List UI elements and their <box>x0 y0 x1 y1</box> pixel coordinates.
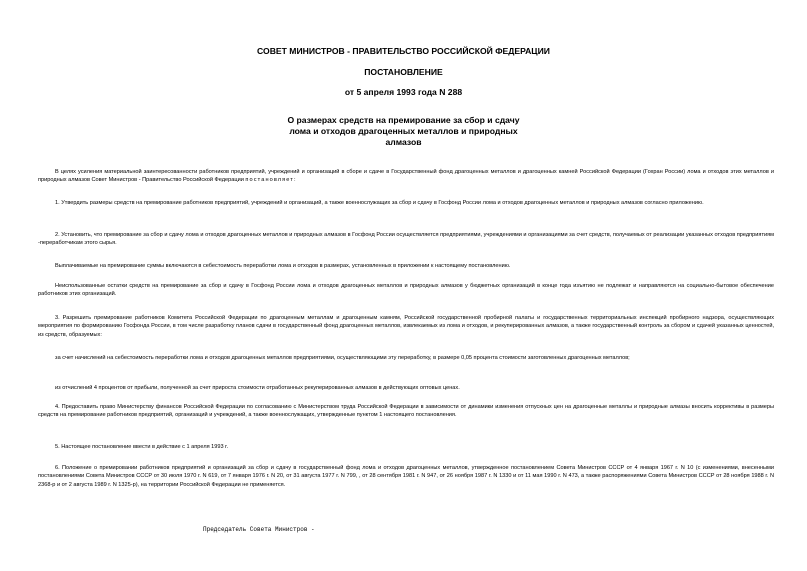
document-date-number: от 5 апреля 1993 года N 288 <box>344 87 463 97</box>
intro-paragraph <box>38 168 774 185</box>
document-title-line-1: О размерах средств на премирование за сбор и сдачу <box>287 115 520 125</box>
paragraph-3-accruals: за счет начислений на себестоимость переработки лома и отходов драгоценных металлов предприятиями, осуществляющими эту переработку, в размере 0,05 процента стоимости заготовленных драгоценных металлов; <box>55 355 630 361</box>
document-title-line-3: алмазов <box>385 137 422 147</box>
paragraph-2-premium-costs: Выплачиваемые на премирование суммы включаются в себестоимость переработки лома и отходов в размерах, установленных в приложении к настоящему постановлению. <box>55 263 511 269</box>
document-title-line-2: лома и отходов драгоценных металлов и природных <box>289 126 518 136</box>
authority-heading: СОВЕТ МИНИСТРОВ - ПРАВИТЕЛЬСТВО РОССИЙСКОЙ ФЕДЕРАЦИИ <box>257 46 550 56</box>
intro-text: В целях усиления материальной заинтересованности работников предприятий, учреждений и организаций в сборе и сдаче в Государственный фонд драгоценных металлов и драгоценных камней Российской Федерации (Гохран России) лома и отходов этих металлов и природных алмазов Совет Министров - Правительство Российской Федерации <box>38 169 774 184</box>
paragraph-3: 3. Разрешить премирование работников Комитета Российской Федерации по драгоценным металлам и драгоценным камням, Российской государственной пробирной палаты и государственных территориальных инспекций пробирного надзора, осуществляющих мероприятия по формированию Госфонда России, в том числе разработку планов сдачи в государственный фонд драгоценных металлов, извлекаемых из лома и отходов, и рекуперированных алмазов, а также государственный контроль за сбором и сдачей указанных ценностей, из средств, образуемых: <box>38 315 774 338</box>
paragraph-3-deductions: из отчислений 4 процентов от прибыли, полученной за счет прироста стоимости отработанных рекуперированных алмазов в действующих оптовых ценах. <box>55 385 460 391</box>
paragraph-1: 1. Утвердить размеры средств на премирование работников предприятий, учреждений и организаций, а также военнослужащих за сбор и сдачу в Госфонд России лома и отходов драгоценных металлов и природных алмазов согласно приложению. <box>55 200 704 206</box>
paragraph-5: 5. Настоящее постановление ввести в действие с 1 апреля 1993 г. <box>55 444 229 450</box>
document-type-heading: ПОСТАНОВЛЕНИЕ <box>364 67 443 77</box>
resolves-word: постановляет: <box>245 177 297 184</box>
paragraph-6: 6. Положение о премировании работников предприятий и организаций за сбор и сдачу в государственный фонд лома и отходов драгоценных металлов, утвержденное постановлением Совета Министров СССР от 4 января 1967 г. N 10 (с изменениями, внесенными постановлениями Совета Министров СССР от 30 июля 1970 г. N 619, от 7 января 1976 г. N 20, от 31 августа 1977 г. N 799, , от 28 сентября 1981 г. N 947, от 26 ноября 1987 г. N 1330 и от 11 мая 1990 г. N 473, а также распоряжениями Совета Министров СССР от 28 ноября 1988 г. N 2368-р и от 2 августа 1989 г. N 1325-р), на территории Российской Федерации не применяется. <box>38 465 774 488</box>
paragraph-2: 2. Установить, что премирование за сбор и сдачу лома и отходов драгоценных металлов и природных алмазов в Госфонд России осуществляется предприятиями, учреждениями и организациями за счет средств, получаемых от реализации указанных отходов предприятиям -переработчикам этого сырья. <box>38 232 774 247</box>
paragraph-2-unused-funds: Неиспользованные остатки средств на премирование за сбор и сдачу в Госфонд России лома и отходов драгоценных металлов и природных алмазов у бюджетных организаций в конце года изъятию не подлежат и направляются на социально-бытовое обеспечение работников этих организаций. <box>38 283 774 298</box>
paragraph-4: 4. Предоставить право Министерству финансов Российской Федерации по согласованию с Министерством труда Российской Федерации в зависимости от динамики изменения отпускных цен на драгоценные металлы и природные алмазы вносить коррективы в размеры средств на премирование работников предприятий, организаций и учреждений, а также военнослужащих, утвержденные пунктом 1 настоящего постановления. <box>38 404 774 419</box>
signature-line: Председатель Совета Министров - <box>203 526 315 533</box>
